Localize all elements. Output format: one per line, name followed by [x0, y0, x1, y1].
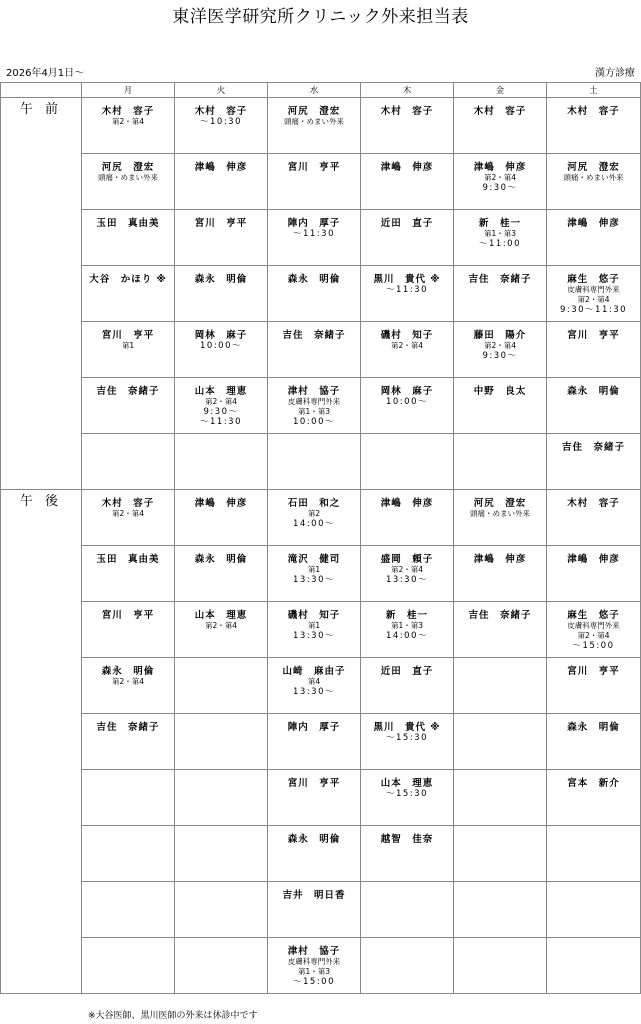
doctor-name: 山崎 麻由子 — [282, 666, 346, 677]
doctor-name: 津嶋 伸彦 — [473, 162, 527, 173]
schedule-row — [1, 770, 641, 826]
doctor-name: 津村 協子 — [287, 946, 341, 957]
period-label: 午 前 — [1, 98, 82, 490]
clinic-time: 〜11:30 — [200, 417, 242, 427]
clinic-time: 〜11:30 — [293, 229, 335, 239]
clinic-note: 第1 — [307, 621, 321, 630]
doctor-name: 宮本 新介 — [567, 778, 620, 789]
day-header: 水 — [268, 83, 361, 98]
clinic-time: 13:30〜 — [293, 631, 335, 641]
clinic-note: 皮膚科専門外来 — [287, 957, 341, 966]
schedule-cell — [175, 602, 268, 658]
doctor-name: 木村 容子 — [567, 106, 620, 117]
schedule-cell — [454, 378, 547, 434]
schedule-cell — [361, 322, 454, 378]
schedule-row — [1, 434, 641, 490]
doctor-name: 玉田 真由美 — [96, 218, 160, 229]
clinic-note: 第2・第4 — [204, 397, 238, 406]
schedule-cell — [547, 602, 641, 658]
schedule-cell — [175, 658, 268, 714]
schedule-cell — [268, 714, 361, 770]
clinic-note: 第1・第3 — [483, 229, 517, 238]
clinic-note: 第2・第4 — [390, 341, 424, 350]
doctor-name: 吉住 奈緒子 — [96, 722, 160, 733]
schedule-row — [1, 602, 641, 658]
corner-cell — [1, 83, 82, 98]
doctor-name: 藤田 陽介 — [473, 330, 527, 341]
schedule-cell — [361, 602, 454, 658]
doctor-name: 陣内 厚子 — [287, 218, 341, 229]
schedule-row — [1, 490, 641, 546]
doctor-name: 吉住 奈緒子 — [96, 386, 160, 397]
schedule-cell — [175, 714, 268, 770]
clinic-time: 〜11:30 — [386, 285, 428, 295]
schedule-cell — [454, 938, 547, 994]
clinic-time: 10:00〜 — [386, 397, 428, 407]
doctor-name: 吉住 奈緒子 — [468, 274, 532, 285]
clinic-time: 〜11:00 — [479, 239, 521, 249]
schedule-cell — [268, 602, 361, 658]
schedule-cell — [547, 938, 641, 994]
schedule-cell — [268, 378, 361, 434]
schedule-cell — [454, 770, 547, 826]
schedule-cell — [361, 266, 454, 322]
schedule-cell — [547, 490, 641, 546]
schedule-cell — [175, 546, 268, 602]
doctor-name: 津村 協子 — [287, 386, 341, 397]
schedule-table — [0, 82, 641, 994]
clinic-note: 第2 — [307, 509, 321, 518]
doctor-name: 河尻 澄宏 — [567, 162, 620, 173]
doctor-name: 越智 佳奈 — [380, 834, 434, 845]
doctor-name: 石田 和之 — [287, 498, 341, 509]
schedule-cell — [175, 154, 268, 210]
schedule-cell — [268, 490, 361, 546]
schedule-cell — [175, 938, 268, 994]
schedule-cell — [82, 434, 175, 490]
clinic-note: 第2・第4 — [390, 565, 424, 574]
schedule-cell — [547, 434, 641, 490]
doctor-name: 岡林 麻子 — [194, 330, 248, 341]
doctor-name: 吉住 奈緒子 — [282, 330, 346, 341]
schedule-cell — [547, 658, 641, 714]
doctor-name: 陣内 厚子 — [287, 722, 341, 733]
clinic-time: 14:00〜 — [386, 631, 428, 641]
schedule-cell — [82, 938, 175, 994]
schedule-row — [1, 938, 641, 994]
schedule-cell — [547, 826, 641, 882]
doctor-name: 新 桂一 — [478, 218, 521, 229]
schedule-cell — [361, 658, 454, 714]
schedule-cell — [454, 490, 547, 546]
clinic-time: 13:30〜 — [293, 687, 335, 697]
schedule-row — [1, 154, 641, 210]
schedule-cell — [82, 826, 175, 882]
schedule-cell — [268, 882, 361, 938]
doctor-name: 森永 明倫 — [287, 274, 341, 285]
schedule-cell — [454, 714, 547, 770]
schedule-cell — [454, 602, 547, 658]
doctor-name: 宮川 亨平 — [101, 610, 155, 621]
doctor-name: 盛岡 頼子 — [380, 554, 434, 565]
schedule-cell — [547, 882, 641, 938]
schedule-cell — [454, 546, 547, 602]
schedule-row — [1, 322, 641, 378]
doctor-name: 森永 明倫 — [287, 834, 341, 845]
schedule-cell — [454, 826, 547, 882]
clinic-time: 10:00〜 — [200, 341, 242, 351]
schedule-cell — [361, 98, 454, 154]
clinic-note: 皮膚科専門外来 — [287, 397, 341, 406]
clinic-note: 第2・第4 — [577, 295, 610, 304]
doctor-name: 大谷 かほり ※ — [89, 274, 167, 285]
schedule-cell — [175, 826, 268, 882]
doctor-name: 津嶋 伸彦 — [473, 554, 527, 565]
schedule-cell — [547, 98, 641, 154]
clinic-note: 第2・第4 — [483, 173, 517, 182]
schedule-cell — [547, 714, 641, 770]
clinic-time: 〜10:30 — [200, 117, 242, 127]
schedule-cell — [547, 266, 641, 322]
doctor-name: 宮川 亨平 — [287, 162, 341, 173]
doctor-name: 磯村 知子 — [380, 330, 434, 341]
clinic-note: 第1・第3 — [297, 967, 331, 976]
doctor-name: 宮川 亨平 — [567, 666, 620, 677]
schedule-cell — [454, 882, 547, 938]
schedule-row — [1, 882, 641, 938]
schedule-cell — [361, 490, 454, 546]
schedule-cell — [175, 98, 268, 154]
period-label: 午 後 — [1, 490, 82, 994]
doctor-name: 津嶋 伸彦 — [194, 498, 248, 509]
clinic-note: 第1 — [307, 565, 321, 574]
schedule-cell — [82, 98, 175, 154]
page-title: 東洋医学研究所クリニック外来担当表 — [172, 7, 469, 27]
day-header: 土 — [547, 83, 641, 98]
doctor-name: 岡林 麻子 — [380, 386, 434, 397]
clinic-time: 10:00〜 — [293, 417, 335, 427]
doctor-name: 宮川 亨平 — [567, 330, 620, 341]
day-header: 金 — [454, 83, 547, 98]
schedule-cell — [82, 770, 175, 826]
schedule-cell — [82, 378, 175, 434]
doctor-name: 磯村 知子 — [287, 610, 341, 621]
doctor-name: 森永 明倫 — [194, 554, 248, 565]
doctor-name: 木村 容子 — [380, 106, 434, 117]
schedule-cell — [175, 378, 268, 434]
schedule-cell — [82, 266, 175, 322]
day-header: 木 — [361, 83, 454, 98]
doctor-name: 玉田 真由美 — [96, 554, 160, 565]
schedule-row — [1, 714, 641, 770]
schedule-cell — [361, 546, 454, 602]
schedule-row — [1, 546, 641, 602]
doctor-name: 津嶋 伸彦 — [567, 554, 620, 565]
doctor-name: 木村 容子 — [101, 106, 155, 117]
doctor-name: 木村 容子 — [194, 106, 248, 117]
clinic-note: 皮膚科専門外来 — [567, 621, 620, 630]
clinic-note: 第2・第4 — [577, 631, 610, 640]
doctor-name: 宮川 亨平 — [101, 330, 155, 341]
schedule-cell — [268, 434, 361, 490]
clinic-note: 頭痛・めまい外来 — [98, 173, 158, 182]
doctor-name: 津嶋 伸彦 — [380, 498, 434, 509]
clinic-note: 第2・第4 — [111, 117, 145, 126]
clinic-time: 9:30〜11:30 — [559, 305, 628, 315]
doctor-name: 河尻 澄宏 — [101, 162, 155, 173]
clinic-time: 14:00〜 — [293, 519, 335, 529]
schedule-cell — [361, 154, 454, 210]
schedule-cell — [361, 770, 454, 826]
doctor-name: 木村 容子 — [101, 498, 155, 509]
schedule-cell — [82, 658, 175, 714]
schedule-cell — [547, 210, 641, 266]
effective-date: 2026年4月1日〜 — [6, 68, 85, 79]
schedule-row — [1, 658, 641, 714]
schedule-cell — [82, 210, 175, 266]
schedule-row — [1, 826, 641, 882]
clinic-time: 〜15:30 — [386, 789, 428, 799]
doctor-name: 宮川 亨平 — [287, 778, 341, 789]
clinic-note: 第4 — [307, 677, 321, 686]
doctor-name: 木村 容子 — [567, 498, 620, 509]
doctor-name: 森永 明倫 — [567, 722, 620, 733]
schedule-cell — [454, 434, 547, 490]
doctor-name: 津嶋 伸彦 — [567, 218, 620, 229]
schedule-cell — [268, 826, 361, 882]
day-header-row — [1, 83, 641, 98]
doctor-name: 森永 明倫 — [567, 386, 620, 397]
doctor-name: 近田 直子 — [380, 666, 434, 677]
schedule-cell — [454, 322, 547, 378]
clinic-time: 9:30〜 — [482, 351, 518, 361]
doctor-name: 森永 明倫 — [194, 274, 248, 285]
clinic-note: 第1・第3 — [390, 621, 424, 630]
doctor-name: 山本 理恵 — [194, 386, 248, 397]
schedule-cell — [454, 658, 547, 714]
schedule-cell — [175, 266, 268, 322]
clinic-note: 頭痛・めまい外来 — [563, 173, 624, 182]
footnote: ※大谷医師、黒川医師の外来は休診中です — [88, 1011, 258, 1021]
clinic-time: 9:30〜 — [482, 183, 518, 193]
schedule-cell — [82, 882, 175, 938]
clinic-time: 9:30〜 — [203, 407, 239, 417]
schedule-cell — [361, 882, 454, 938]
schedule-cell — [454, 266, 547, 322]
doctor-name: 近田 直子 — [380, 218, 434, 229]
day-header: 月 — [82, 83, 175, 98]
schedule-cell — [268, 546, 361, 602]
schedule-cell — [454, 154, 547, 210]
doctor-name: 吉井 明日香 — [282, 890, 346, 901]
schedule-cell — [82, 322, 175, 378]
schedule-cell — [175, 770, 268, 826]
schedule-cell — [175, 210, 268, 266]
schedule-cell — [547, 154, 641, 210]
schedule-cell — [547, 378, 641, 434]
schedule-cell — [361, 826, 454, 882]
schedule-cell — [268, 770, 361, 826]
schedule-cell — [268, 938, 361, 994]
schedule-cell — [175, 882, 268, 938]
doctor-name: 黒川 貴代 ※ — [373, 274, 441, 285]
doctor-name: 中野 良太 — [473, 386, 527, 397]
schedule-cell — [268, 322, 361, 378]
clinic-time: 〜15:00 — [572, 641, 615, 651]
schedule-cell — [268, 154, 361, 210]
clinic-note: 第1・第3 — [297, 407, 331, 416]
schedule-cell — [175, 434, 268, 490]
schedule-cell — [361, 378, 454, 434]
schedule-row — [1, 266, 641, 322]
schedule-cell — [547, 322, 641, 378]
schedule-body — [1, 98, 641, 994]
schedule-cell — [82, 546, 175, 602]
schedule-cell — [361, 714, 454, 770]
schedule-cell — [454, 98, 547, 154]
clinic-note: 第2・第4 — [204, 621, 238, 630]
doctor-name: 吉住 奈緒子 — [561, 442, 625, 453]
schedule-cell — [82, 602, 175, 658]
clinic-note: 第2・第4 — [111, 677, 145, 686]
schedule-row — [1, 98, 641, 154]
clinic-note: 第2・第4 — [483, 341, 517, 350]
schedule-cell — [268, 658, 361, 714]
doctor-name: 木村 容子 — [473, 106, 527, 117]
clinic-time: 13:30〜 — [386, 575, 428, 585]
doctor-name: 津嶋 伸彦 — [194, 162, 248, 173]
doctor-name: 河尻 澄宏 — [473, 498, 527, 509]
day-header: 火 — [175, 83, 268, 98]
schedule-cell — [547, 546, 641, 602]
clinic-note: 頭痛・めまい外来 — [284, 117, 344, 126]
doctor-name: 滝沢 健司 — [287, 554, 341, 565]
schedule-row — [1, 210, 641, 266]
department-label: 漢方診療 — [595, 68, 635, 79]
doctor-name: 山本 理恵 — [380, 778, 434, 789]
doctor-name: 麻生 悠子 — [567, 610, 620, 621]
clinic-note: 第1 — [121, 341, 135, 350]
schedule-cell — [361, 434, 454, 490]
doctor-name: 山本 理恵 — [194, 610, 248, 621]
clinic-time: 〜15:00 — [293, 977, 335, 987]
clinic-note: 頭痛・めまい外来 — [470, 509, 530, 518]
schedule-cell — [82, 490, 175, 546]
clinic-note: 第2・第4 — [111, 509, 145, 518]
schedule-cell — [547, 770, 641, 826]
doctor-name: 津嶋 伸彦 — [380, 162, 434, 173]
schedule-cell — [175, 322, 268, 378]
doctor-name: 新 桂一 — [385, 610, 428, 621]
schedule-cell — [361, 210, 454, 266]
doctor-name: 森永 明倫 — [101, 666, 155, 677]
doctor-name: 吉住 奈緒子 — [468, 610, 532, 621]
schedule-cell — [82, 714, 175, 770]
clinic-time: 〜15:30 — [386, 733, 428, 743]
schedule-cell — [454, 210, 547, 266]
doctor-name: 黒川 貴代 ※ — [373, 722, 441, 733]
schedule-cell — [82, 154, 175, 210]
schedule-cell — [175, 490, 268, 546]
doctor-name: 河尻 澄宏 — [287, 106, 341, 117]
clinic-time: 13:30〜 — [293, 575, 335, 585]
schedule-cell — [268, 98, 361, 154]
clinic-note: 皮膚科専門外来 — [567, 285, 620, 294]
schedule-cell — [268, 266, 361, 322]
schedule-cell — [268, 210, 361, 266]
schedule-cell — [361, 938, 454, 994]
schedule-row — [1, 378, 641, 434]
doctor-name: 麻生 悠子 — [567, 274, 620, 285]
doctor-name: 宮川 亨平 — [194, 218, 248, 229]
